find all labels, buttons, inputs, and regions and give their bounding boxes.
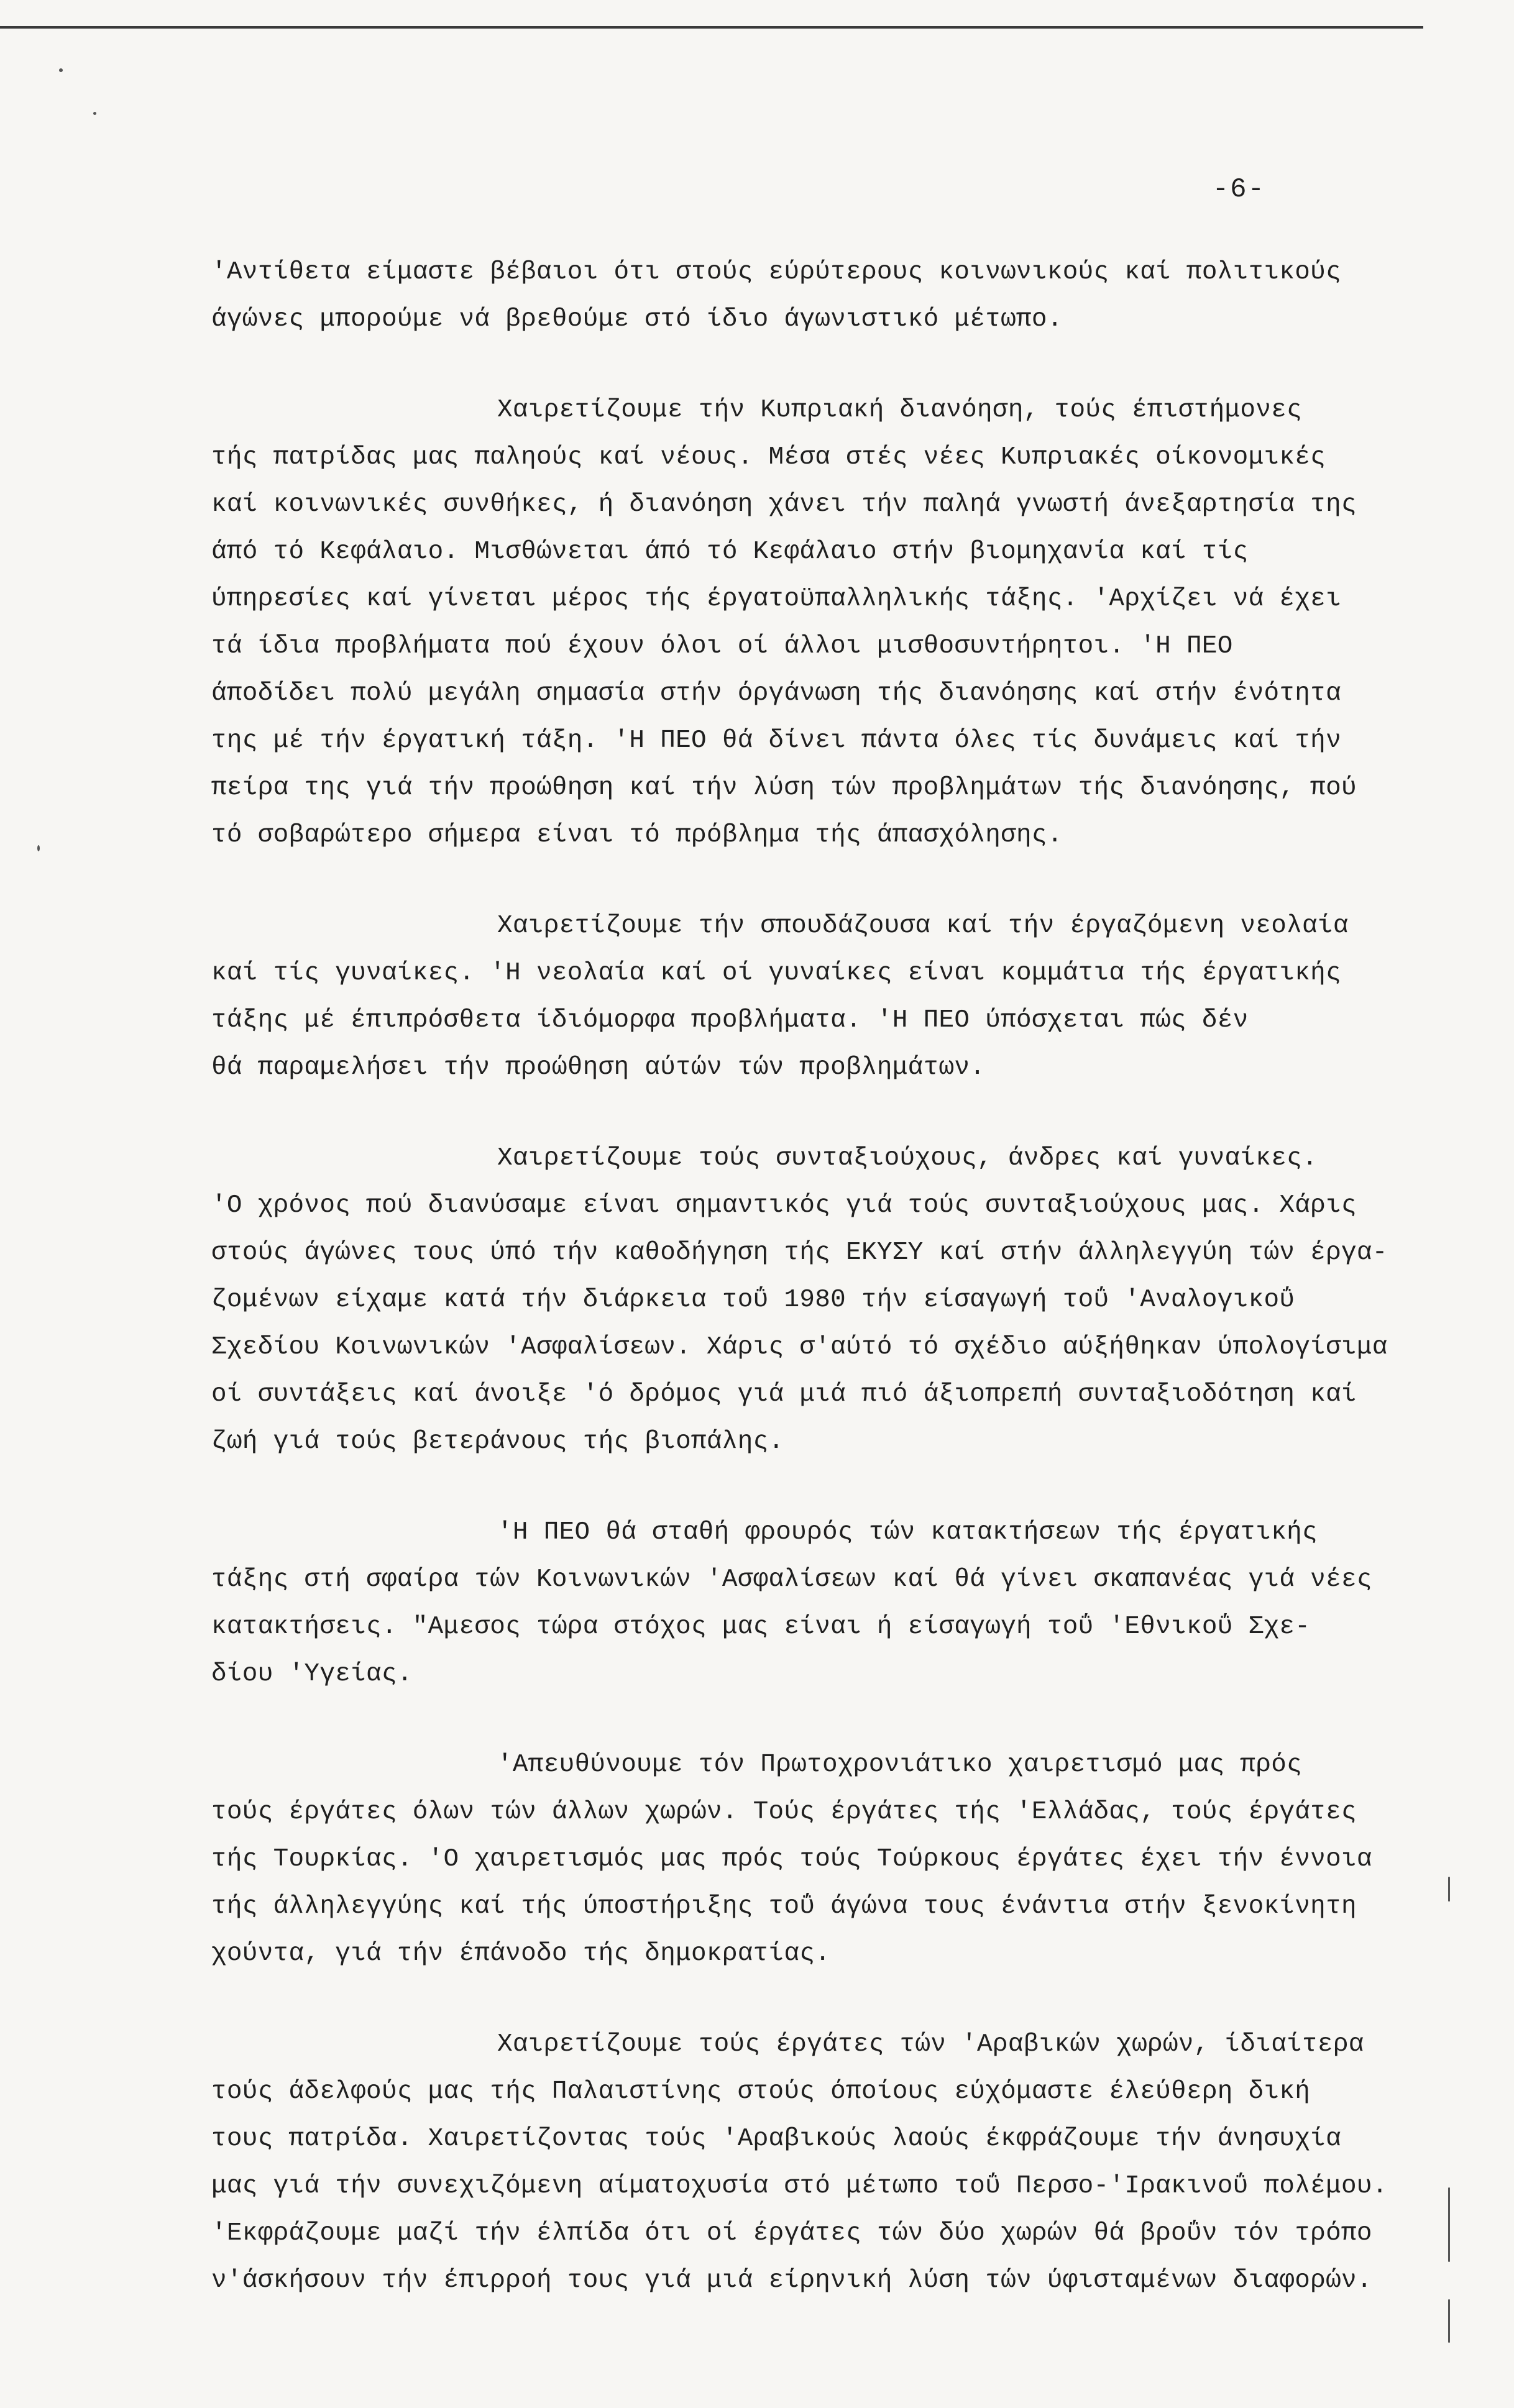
paragraph — [211, 1509, 1405, 1698]
scan-speck — [59, 68, 63, 72]
text-line: Σχεδίου Κοινωνικών 'Ασφαλίσεων. Χάρις σ'αύτό τό σχέδιο αύξήθηκαν ύπολογίσιμα — [211, 1333, 1388, 1362]
text-line: καί κοινωνικές συνθήκες, ή διανόηση χάνει τήν παληά γνωστή άνεξαρτησία της — [211, 490, 1357, 519]
top-rule — [0, 26, 1423, 29]
paragraph — [211, 1741, 1405, 1977]
scan-speck — [1448, 1877, 1450, 1902]
text-line: τά ίδια προβλήματα πού έχουν όλοι οί άλλοι μισθοσυντήρητοι. 'Η ΠΕΟ — [211, 632, 1233, 661]
text-line: πείρα της γιά τήν προώθηση καί τήν λύση τών προβλημάτων τής διανόησης, πού — [211, 774, 1357, 802]
text-line: άπό τό Κεφάλαιο. Μισθώνεται άπό τό Κεφάλαιο στήν βιομηχανία καί τίς — [211, 538, 1249, 566]
paragraph — [211, 249, 1405, 343]
text-line: τάξης στή σφαίρα τών Κοινωνικών 'Ασφαλίσεων καί θά γίνει σκαπανέας γιά νέες — [211, 1565, 1372, 1594]
text-line: τής πατρίδας μας παληούς καί νέους. Μέσα στές νέες Κυπριακές οίκονομικές — [211, 443, 1326, 472]
text-line: τής άλληλεγγύης καί τής ύποστήριξης τοΰ άγώνα τους ένάντια στήν ξενοκίνητη — [211, 1892, 1357, 1921]
text-line: Χαιρετίζουμε τούς έργάτες τών 'Αραβικών χωρών, ίδιαίτερα — [497, 2030, 1364, 2059]
text-line: θά παραμελήσει τήν προώθηση αύτών τών προβλημάτων. — [211, 1053, 986, 1082]
text-line: οί συντάξεις καί άνοιξε 'ό δρόμος γιά μιά πιό άξιοπρεπή συνταξιοδότηση καί — [211, 1380, 1357, 1409]
document-body — [211, 249, 1405, 2348]
page-number: -6- — [1212, 174, 1265, 205]
text-line: ζωή γιά τούς βετεράνους τής βιοπάλης. — [211, 1427, 784, 1456]
text-line: ζομένων είχαμε κατά τήν διάρκεια τοΰ 1980 τήν είσαγωγή τοΰ 'Αναλογικοΰ — [211, 1286, 1295, 1314]
text-line: Χαιρετίζουμε τήν σπουδάζουσα καί τήν έργαζόμενη νεολαία — [497, 912, 1349, 940]
text-line: στούς άγώνες τους ύπό τήν καθοδήγηση τής ΕΚΥΣΥ καί στήν άλληλεγγύη τών έργα- — [211, 1238, 1388, 1267]
text-line: άποδίδει πολύ μεγάλη σημασία στήν όργάνωση τής διανόησης καί στήν ένότητα — [211, 679, 1341, 708]
text-line: κατακτήσεις. "Αμεσος τώρα στόχος μας είναι ή είσαγωγή τοΰ 'Εθνικοΰ Σχε- — [211, 1613, 1311, 1641]
text-line: ν'άσκήσουν τήν έπιρροή τους γιά μιά είρηνική λύση τών ύφισταμένων διαφορών. — [211, 2266, 1372, 2295]
text-line: καί τίς γυναίκες. 'Η νεολαία καί οί γυναίκες είναι κομμάτια τής έργατικής — [211, 959, 1341, 987]
text-line: μας γιά τήν συνεχιζόμενη αίματοχυσία στό μέτωπο τοΰ Περσο-'Ιρακινοΰ πολέμου. — [211, 2172, 1388, 2200]
scan-speck — [1448, 2299, 1450, 2343]
scan-speck — [1448, 2187, 1450, 2262]
text-line: Χαιρετίζουμε τήν Κυπριακή διανόηση, τούς έπιστήμονες — [497, 396, 1303, 424]
text-line: δίου 'Υγείας. — [211, 1660, 413, 1688]
paragraph — [211, 1135, 1405, 1465]
text-line: άγώνες μπορούμε νά βρεθούμε στό ίδιο άγωνιστικό μέτωπο. — [211, 305, 1063, 334]
text-line: τούς άδελφούς μας τής Παλαιστίνης στούς όποίους εύχόμαστε έλεύθερη δική — [211, 2077, 1311, 2106]
text-line: τό σοβαρώτερο σήμερα είναι τό πρόβλημα τής άπασχόλησης. — [211, 821, 1063, 849]
text-line: Χαιρετίζουμε τούς συνταξιούχους, άνδρες καί γυναίκες. — [497, 1144, 1318, 1173]
scan-speck — [93, 112, 96, 115]
text-line: ύπηρεσίες καί γίνεται μέρος τής έργατοϋπαλληλικής τάξης. 'Αρχίζει νά έχει — [211, 585, 1341, 613]
paragraph — [211, 902, 1405, 1091]
text-line: 'Η ΠΕΟ θά σταθή φρουρός τών κατακτήσεων τής έργατικής — [497, 1518, 1318, 1547]
text-line: χούντα, γιά τήν έπάνοδο τής δημοκρατίας. — [211, 1939, 831, 1968]
text-line: της μέ τήν έργατική τάξη. 'Η ΠΕΟ θά δίνει πάντα όλες τίς δυνάμεις καί τήν — [211, 726, 1341, 755]
text-line: 'Απευθύνουμε τόν Πρωτοχρονιάτικο χαιρετισμό μας πρός — [497, 1751, 1303, 1779]
text-line: 'Ο χρόνος πού διανύσαμε είναι σημαντικός γιά τούς συνταξιούχους μας. Χάρις — [211, 1191, 1357, 1220]
scan-speck — [37, 845, 40, 851]
paragraph — [211, 2021, 1405, 2304]
text-line: τούς έργάτες όλων τών άλλων χωρών. Τούς έργάτες τής 'Ελλάδας, τούς έργάτες — [211, 1798, 1357, 1826]
text-line: τους πατρίδα. Χαιρετίζοντας τούς 'Αραβικούς λαούς έκφράζουμε τήν άνησυχία — [211, 2125, 1341, 2153]
text-line: 'Αντίθετα είμαστε βέβαιοι ότι στούς εύρύτερους κοινωνικούς καί πολιτικούς — [211, 258, 1341, 286]
text-line: 'Εκφράζουμε μαζί τήν έλπίδα ότι οί έργάτες τών δύο χωρών θά βροΰν τόν τρόπο — [211, 2219, 1372, 2248]
text-line: τάξης μέ έπιπρόσθετα ίδιόμορφα προβλήματα. 'Η ΠΕΟ ύπόσχεται πώς δέν — [211, 1006, 1249, 1035]
text-line: τής Τουρκίας. 'Ο χαιρετισμός μας πρός τούς Τούρκους έργάτες έχει τήν έννοια — [211, 1845, 1372, 1874]
paragraph — [211, 387, 1405, 859]
